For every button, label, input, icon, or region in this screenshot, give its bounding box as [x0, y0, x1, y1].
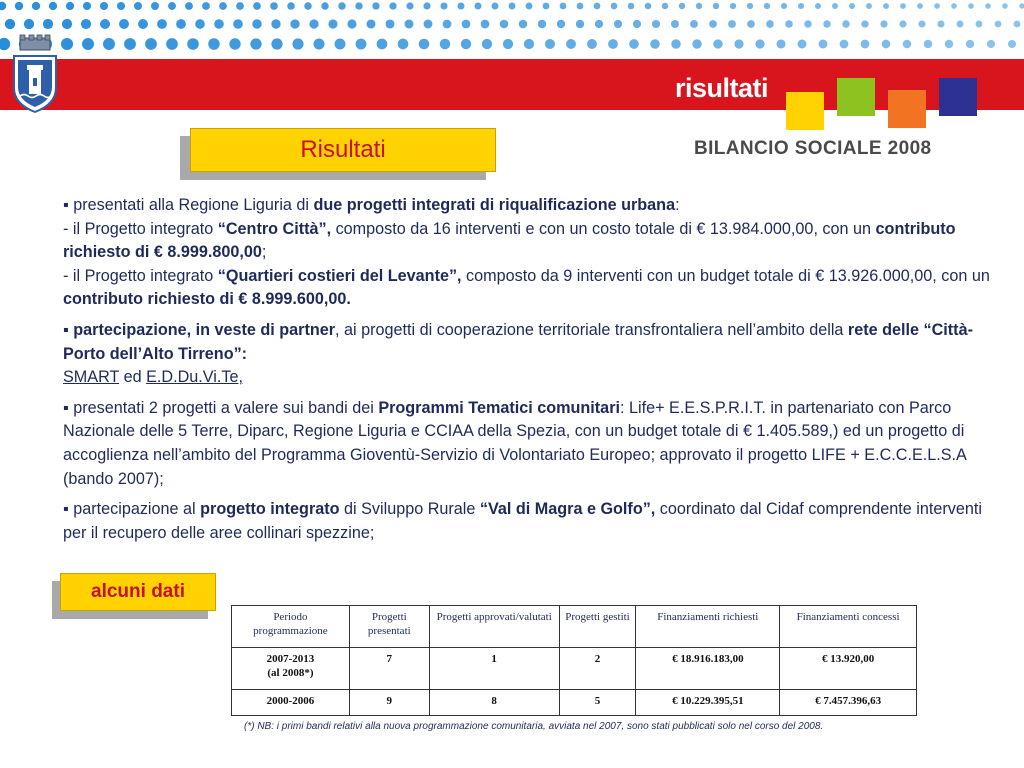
- dots-pattern: [0, 0, 1024, 62]
- dot: [937, 20, 944, 27]
- header-richiesti: Finanziamenti richiesti: [636, 606, 780, 648]
- dot: [271, 19, 280, 28]
- dot: [832, 3, 838, 9]
- dot: [229, 38, 240, 49]
- dot: [157, 19, 167, 29]
- dot: [951, 3, 957, 9]
- dot: [208, 38, 220, 50]
- dot: [482, 39, 492, 49]
- dot: [595, 20, 603, 28]
- dot: [690, 20, 698, 28]
- dot: [202, 2, 210, 10]
- dot: [560, 3, 567, 10]
- dot: [82, 38, 94, 50]
- alcuni-dati-heading: alcuni dati: [60, 573, 216, 611]
- dot: [236, 2, 244, 10]
- dot: [166, 38, 178, 50]
- yellow-square: [786, 92, 824, 130]
- dot: [419, 39, 430, 50]
- results-body: [63, 194, 993, 552]
- dot: [287, 2, 295, 10]
- dot: [861, 40, 870, 49]
- dot: [1014, 21, 1021, 28]
- dot: [185, 2, 193, 10]
- bullet: ▪: [63, 500, 69, 519]
- cell-periodo: 2000-2006: [232, 690, 350, 716]
- footnote: (*) NB: i primi bandi relativi alla nuova programmazione comunitaria, avviata nel 2007, sono stati pubblicati solo nel corso del 2008.: [244, 721, 824, 732]
- dot: [934, 3, 940, 9]
- paragraph-thematic-programs: ▪ presentati 2 progetti a valere sui bandi dei Programmi Tematici comunitari: Life+ E.E.S.P.R.I.T. in partenariato con Parco Nazionale delle 5 Terre, Diparc, Regione Liguria e CCIAA della Spezia, con un budget totale di € 1.405.589,) ed un progetto di accoglienza nell’ambito del Programma Gioventù-Servizio di Volontariato Europeo; approvato il progetto LIFE + E.C.C.E.L.S.A (bando 2007);: [63, 398, 966, 488]
- dot: [903, 40, 912, 49]
- dot: [321, 2, 328, 9]
- dot: [747, 3, 753, 9]
- dot: [195, 19, 205, 29]
- risultati-label: [180, 128, 496, 180]
- dot: [819, 40, 828, 49]
- dot: [328, 19, 337, 28]
- dot: [1019, 3, 1024, 8]
- dot: [633, 20, 641, 28]
- dot: [347, 19, 356, 28]
- dot: [151, 2, 159, 10]
- section-title: risultati: [674, 73, 768, 103]
- dot: [440, 39, 451, 50]
- dotted-header-band: [0, 0, 1024, 62]
- dot: [62, 19, 72, 29]
- dot: [987, 40, 995, 48]
- cell-richiesti: € 10.229.395,51: [636, 690, 780, 716]
- bullet: ▪: [63, 196, 69, 214]
- dot: [957, 21, 964, 28]
- dot: [100, 19, 110, 29]
- paragraph-urban-projects: ▪ presentati alla Regione Liguria di due progetti integrati di riqualificazione urbana: - il Progetto integrato “Centro Città”, composto da 16 interventi e con un costo totale di € 13.984.000,00, con un contributo richiesto di € 8.999.800,00; - il Progetto integrato “Quartieri costieri del Levante”, composto da 9 interventi con un budget totale di € 13.926.000,00, con un contributo richiesto di € 8.999.600,00.: [63, 194, 993, 312]
- cell-presentati: 7: [349, 648, 429, 690]
- header-concessi: Finanziamenti concessi: [780, 606, 917, 648]
- cell-gestiti: 5: [559, 690, 636, 716]
- dot: [81, 19, 91, 29]
- dot: [313, 38, 324, 49]
- paragraph-rural-development: ▪ partecipazione al progetto integrato di Sviluppo Rurale “Val di Magra e Golfo”, coordinato dal Cidaf comprendente interventi per il recupero delle aree collinari spezzine;: [63, 500, 982, 542]
- dot: [335, 39, 346, 50]
- cell-richiesti: € 18.916.183,00: [636, 648, 780, 690]
- dot: [187, 38, 199, 50]
- dot: [734, 39, 743, 48]
- dot: [662, 3, 669, 10]
- dot: [366, 19, 375, 28]
- header-gestiti: Progetti gestiti: [559, 606, 636, 648]
- project-quartieri-costieri: - il Progetto integrato “Quartieri costieri del Levante”, composto da 9 interventi con un budget totale di € 13.926.000,00, con un contributo richiesto di € 8.999.600,00.: [63, 266, 990, 309]
- dot: [866, 3, 872, 9]
- municipal-crest-icon: [6, 34, 64, 114]
- dot: [804, 20, 812, 28]
- dot: [747, 20, 755, 28]
- dot: [423, 2, 430, 9]
- green-square: [837, 78, 875, 116]
- dot: [776, 39, 785, 48]
- dot: [83, 2, 91, 10]
- dot: [138, 19, 148, 29]
- dot: [304, 2, 312, 10]
- project-centro-citta: - il Progetto integrato “Centro Città”, composto da 16 interventi e con un costo totale di € 13.984.000,00, con un contributo richiesto di € 8.999.800,00;: [63, 219, 956, 262]
- dot: [968, 3, 974, 9]
- dot: [849, 3, 855, 9]
- dot: [566, 39, 576, 49]
- dot: [457, 2, 464, 9]
- dot: [608, 39, 618, 49]
- dot: [645, 3, 652, 10]
- header-presentati: Progetti presentati: [349, 606, 429, 648]
- dot: [398, 39, 409, 50]
- dot: [899, 20, 906, 27]
- dot: [781, 3, 787, 9]
- dot: [49, 2, 57, 10]
- cell-approvati: 1: [429, 648, 559, 690]
- dot: [918, 20, 925, 27]
- table-header-row: [232, 606, 917, 648]
- partner-projects: SMART ed E.D.Du.Vi.Te,: [63, 368, 243, 387]
- dot: [671, 20, 679, 28]
- dot: [728, 20, 736, 28]
- bullet: ▪: [63, 398, 69, 417]
- dot: [292, 38, 303, 49]
- dot: [461, 39, 471, 49]
- dot: [524, 39, 534, 49]
- dot: [492, 3, 499, 10]
- dot: [709, 20, 717, 28]
- edduvite-link[interactable]: E.D.Du.Vi.Te,: [146, 368, 243, 387]
- dot: [481, 20, 490, 29]
- dot: [764, 3, 770, 9]
- dot: [882, 40, 891, 49]
- dot: [32, 2, 40, 10]
- dot: [861, 20, 868, 27]
- dot: [576, 20, 584, 28]
- dot: [503, 39, 513, 49]
- dot: [389, 2, 396, 9]
- cell-presentati: 9: [349, 690, 429, 716]
- table-row: [232, 690, 917, 716]
- dot: [945, 40, 953, 48]
- dot: [270, 2, 278, 10]
- dot: [250, 38, 261, 49]
- dot: [43, 19, 53, 29]
- cell-concessi: € 13.920,00: [780, 648, 917, 690]
- dot: [924, 40, 932, 48]
- dot: [424, 20, 433, 29]
- dot: [985, 3, 991, 9]
- funding-table: [231, 605, 917, 716]
- dot: [338, 2, 345, 9]
- smart-link[interactable]: SMART: [63, 368, 120, 387]
- dot: [785, 20, 793, 28]
- dot: [66, 2, 74, 10]
- dot: [538, 20, 546, 28]
- dot: [629, 39, 639, 49]
- orange-square: [888, 90, 926, 128]
- dot: [474, 2, 481, 9]
- table-row: [232, 648, 917, 690]
- dot: [679, 3, 685, 9]
- dot: [880, 20, 887, 27]
- dot: [119, 19, 129, 29]
- dot: [509, 3, 516, 10]
- dot: [611, 3, 618, 10]
- dot: [815, 3, 821, 9]
- dot: [526, 3, 533, 10]
- dot: [883, 3, 889, 9]
- dot: [385, 19, 394, 28]
- alcuni-dati-label: [52, 573, 216, 619]
- cell-gestiti: 2: [559, 648, 636, 690]
- dot: [356, 39, 367, 50]
- dot: [219, 2, 227, 10]
- brand-text: BILANCIO SOCIALE 2008: [694, 138, 932, 159]
- dot: [628, 3, 635, 10]
- dot: [671, 39, 681, 49]
- dot: [730, 3, 736, 9]
- dot: [103, 38, 115, 50]
- dot: [271, 38, 282, 49]
- dot: [614, 20, 622, 28]
- dot: [966, 40, 974, 48]
- dot: [577, 3, 584, 10]
- dot: [798, 3, 804, 9]
- dot: [24, 19, 34, 29]
- dot: [134, 2, 142, 10]
- dot: [823, 20, 830, 27]
- dot: [587, 39, 597, 49]
- dot: [440, 2, 447, 9]
- dot: [543, 3, 550, 10]
- dot: [900, 3, 906, 9]
- navy-square: [939, 78, 977, 116]
- dot: [100, 2, 108, 10]
- dot: [766, 20, 774, 28]
- dot: [1008, 40, 1016, 48]
- dot: [372, 2, 379, 9]
- dot: [713, 3, 719, 9]
- dot: [652, 20, 660, 28]
- paragraph-partnership: ▪ partecipazione, in veste di partner, ai progetti di cooperazione territoriale transfrontaliera nell’ambito della rete delle “Città-Porto dell’Alto Tirreno”: SMART ed E.D.Du.Vi.Te,: [63, 319, 993, 390]
- cell-periodo: 2007-2013 (al 2008*): [232, 648, 350, 690]
- dot: [840, 40, 849, 49]
- dot: [253, 2, 261, 10]
- bullet: ▪: [63, 320, 69, 339]
- dot: [713, 39, 722, 48]
- dot: [214, 19, 224, 29]
- dot: [377, 39, 388, 50]
- dot: [500, 20, 509, 29]
- dot: [145, 38, 157, 50]
- dot: [995, 21, 1002, 28]
- dot: [692, 39, 701, 48]
- header-periodo: Periodo programmazione: [232, 606, 350, 648]
- cell-concessi: € 7.457.396,63: [780, 690, 917, 716]
- dot: [976, 21, 983, 28]
- dot: [462, 20, 471, 29]
- dot: [917, 3, 923, 9]
- dot: [15, 2, 23, 10]
- dot: [290, 19, 299, 28]
- dot: [406, 2, 413, 9]
- dot: [755, 39, 764, 48]
- risultati-heading: Risultati: [190, 128, 496, 172]
- dot: [405, 20, 414, 29]
- dot: [842, 20, 849, 27]
- dot: [117, 2, 125, 10]
- dot: [124, 38, 136, 50]
- dot: [696, 3, 702, 9]
- dot: [443, 20, 452, 29]
- dot: [545, 39, 555, 49]
- dot: [233, 19, 243, 29]
- dot: [252, 19, 261, 28]
- dot: [1002, 3, 1008, 9]
- dot: [176, 19, 186, 29]
- dot: [168, 2, 176, 10]
- dot: [355, 2, 362, 9]
- dot: [519, 20, 528, 29]
- dot: [309, 19, 318, 28]
- header-approvati: Progetti approvati/valutati: [429, 606, 559, 648]
- dot: [0, 2, 6, 10]
- dot: [5, 19, 15, 29]
- dot: [557, 20, 565, 28]
- cell-approvati: 8: [429, 690, 559, 716]
- dot: [650, 39, 660, 49]
- dot: [594, 3, 601, 10]
- dot: [798, 40, 807, 49]
